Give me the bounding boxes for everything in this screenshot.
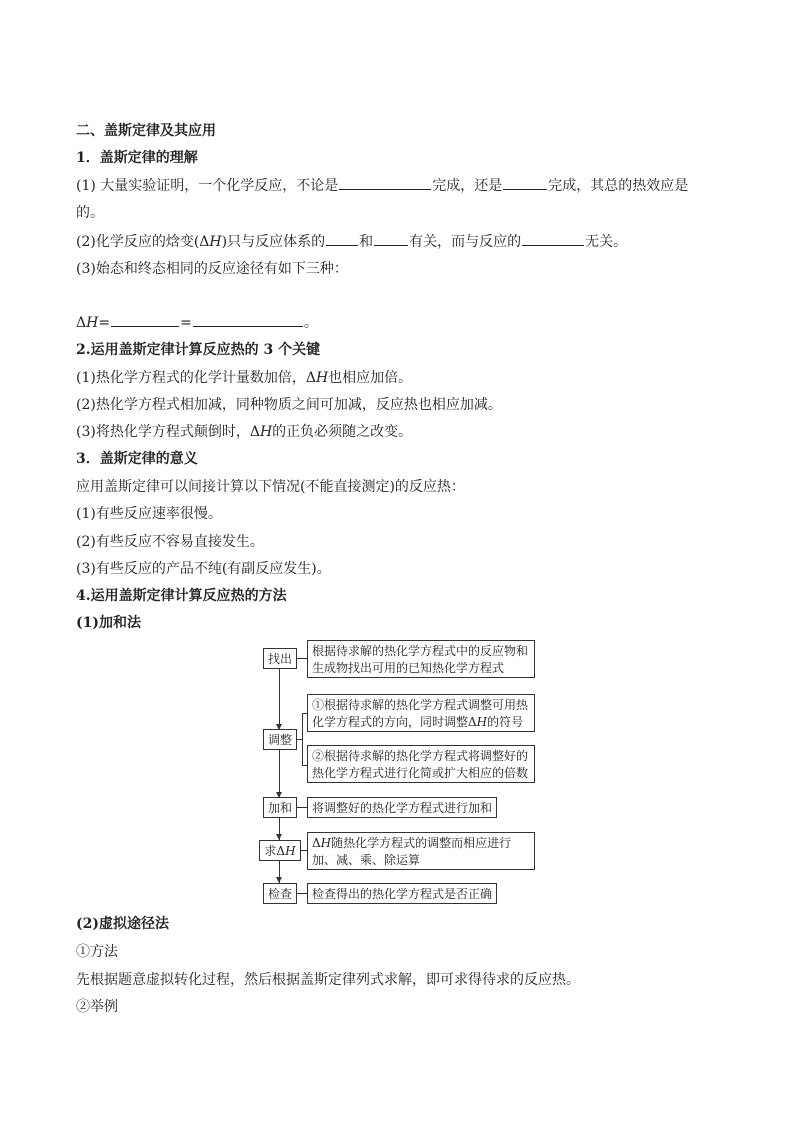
- method-label: ①方法: [76, 944, 118, 960]
- step-add-box: 加和: [263, 797, 297, 818]
- connector-line: [297, 807, 307, 808]
- s4-sub1: (1)加和法: [76, 615, 141, 631]
- connector-line: [297, 658, 307, 659]
- s1-heading: 1．盖斯定律的理解: [76, 150, 198, 166]
- s1-para2: (2)化学反应的焓变(ΔH)只与反应体系的 和 有关，而与反应的 无关。: [76, 231, 627, 252]
- s2-item2: (2)热化学方程式相加减，同种物质之间可加减，反应热也相应加减。: [76, 397, 502, 413]
- s2-item3: (3)将热化学方程式颠倒时，ΔH的正负必须随之改变。: [76, 424, 413, 440]
- answer-blank[interactable]: [193, 312, 303, 327]
- step-find-dh-box: 求ΔH: [259, 840, 301, 861]
- s3-intro: 应用盖斯定律可以间接计算以下情况(不能直接测定)的反应热：: [76, 479, 465, 495]
- step-check-box: 检查: [263, 883, 297, 904]
- example-label: ②举例: [76, 999, 118, 1015]
- answer-blank[interactable]: [503, 175, 547, 190]
- s1-para1-cont: 的。: [76, 205, 104, 221]
- s2-item1: (1)热化学方程式的化学计量数加倍，ΔH也相应加倍。: [76, 370, 413, 386]
- bracket-line: [302, 713, 303, 765]
- answer-blank[interactable]: [111, 312, 179, 327]
- section-title: 二、盖斯定律及其应用: [76, 123, 216, 139]
- s1-para1: (1) 大量实验证明，一个化学反应，不论是 完成，还是 完成，其总的热效应是: [76, 175, 688, 196]
- desc-add-box: 将调整好的热化学方程式进行加和: [307, 797, 497, 818]
- desc-adjust-b-box: ②根据待求解的热化学方程式将调整好的热化学方程式进行化简或扩大相应的倍数: [307, 745, 535, 783]
- answer-blank[interactable]: [522, 231, 584, 246]
- s2-heading: 2.运用盖斯定律计算反应热的 3 个关键: [76, 342, 321, 358]
- desc-find-box: 根据待求解的热化学方程式中的反应物和生成物找出可用的已知热化学方程式: [307, 640, 535, 678]
- s3-item2: (2)有些反应不容易直接发生。: [76, 534, 264, 550]
- desc-check-box: 检查得出的热化学方程式是否正确: [307, 883, 497, 904]
- s3-item1: (1)有些反应速率很慢。: [76, 506, 222, 522]
- s3-heading: 3．盖斯定律的意义: [76, 451, 198, 467]
- s3-item3: (3)有些反应的产品不纯(有副反应发生)。: [76, 561, 331, 577]
- desc-adjust-a-box: ①根据待求解的热化学方程式调整可用热化学方程式的方向，同时调整ΔH的符号: [307, 694, 535, 732]
- method-text: 先根据题意虚拟转化过程，然后根据盖斯定律列式求解，即可求得待求的反应热。: [76, 972, 580, 988]
- answer-blank[interactable]: [326, 231, 358, 246]
- s1-equation: ΔH= = 。: [76, 312, 318, 333]
- step-find-box: 找出: [263, 648, 297, 669]
- s4-heading: 4.运用盖斯定律计算反应热的方法: [76, 588, 287, 604]
- connector-line: [297, 893, 307, 894]
- step-adjust-box: 调整: [263, 729, 297, 750]
- s4-sub2: (2)虚拟途径法: [76, 916, 169, 932]
- desc-find-dh-box: ΔH随热化学方程式的调整而相应进行加、减、乘、除运算: [307, 832, 535, 870]
- s1-para3: (3)始态和终态相同的反应途径有如下三种：: [76, 261, 348, 277]
- answer-blank[interactable]: [339, 175, 431, 190]
- answer-blank[interactable]: [374, 231, 408, 246]
